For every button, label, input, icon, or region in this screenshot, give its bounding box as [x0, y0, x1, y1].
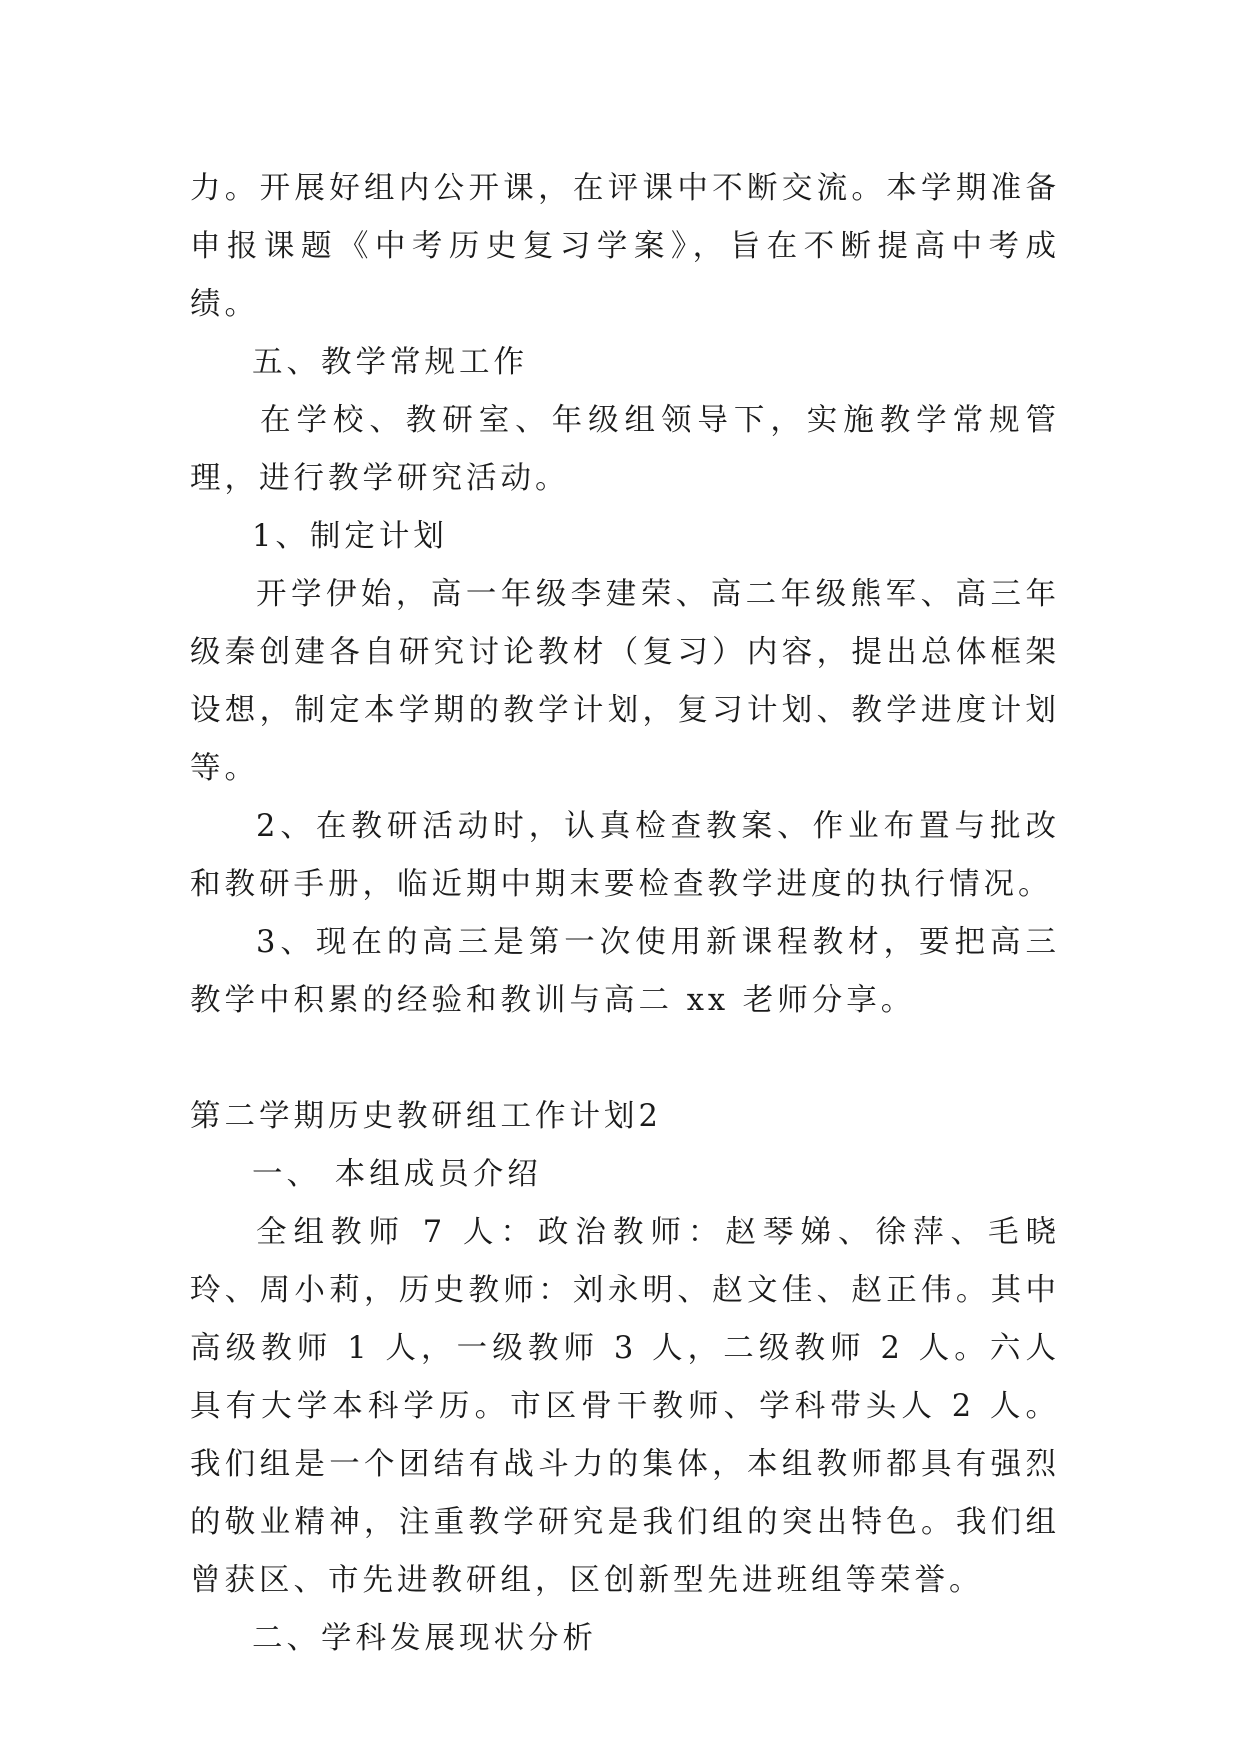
section-heading-status-analysis: 二、学科发展现状分析 — [252, 1621, 597, 1656]
section-heading-teaching-routine: 五、教学常规工作 — [252, 345, 528, 380]
section-heading-members: 一、 本组成员介绍 — [252, 1157, 542, 1192]
section-title-plan-2: 第二学期历史教研组工作计划2 — [190, 1099, 662, 1134]
subheading-make-plan: 1、制定计划 — [252, 519, 448, 554]
paragraph-plan-details: 开学伊始，高一年级李建荣、高二年级熊军、高三年级秦创建各自研究讨论教材（复习）内容，提出总体框架设想，制定本学期的教学计划，复习计划、教学进度计划等。 — [190, 577, 1060, 786]
paragraph-member-introduction: 全组教师 7 人：政治教师：赵琴娣、徐萍、毛晓玲、周小莉，历史教师：刘永明、赵文佳、赵正伟。其中高级教师 1 人，一级教师 3 人，二级教师 2 人。六人具有大学本科学历。市区骨干教师、学科带头人 2 人。我们组是一个团结有战斗力的集体，本组教师都具有强烈的敬业精神，注重教学研究是我们组的突出特色。我们组曾获区、市先进教研组，区创新型先进班组等荣誉。 — [190, 1215, 1060, 1598]
paragraph-routine-management: 在学校、教研室、年级组领导下，实施教学常规管理，进行教学研究活动。 — [190, 403, 1060, 496]
paragraph-teaching-research-check: 2、在教研活动时，认真检查教案、作业布置与批改和教研手册，临近期中期末要检查教学进度的执行情况。 — [190, 809, 1060, 902]
document-body — [190, 160, 1060, 1668]
paragraph-continuation: 力。开展好组内公开课，在评课中不断交流。本学期准备申报课题《中考历史复习学案》，旨在不断提高中考成绩。 — [190, 171, 1060, 322]
paragraph-new-curriculum: 3、现在的高三是第一次使用新课程教材，要把高三教学中积累的经验和教训与高二 xx 老师分享。 — [190, 925, 1060, 1018]
